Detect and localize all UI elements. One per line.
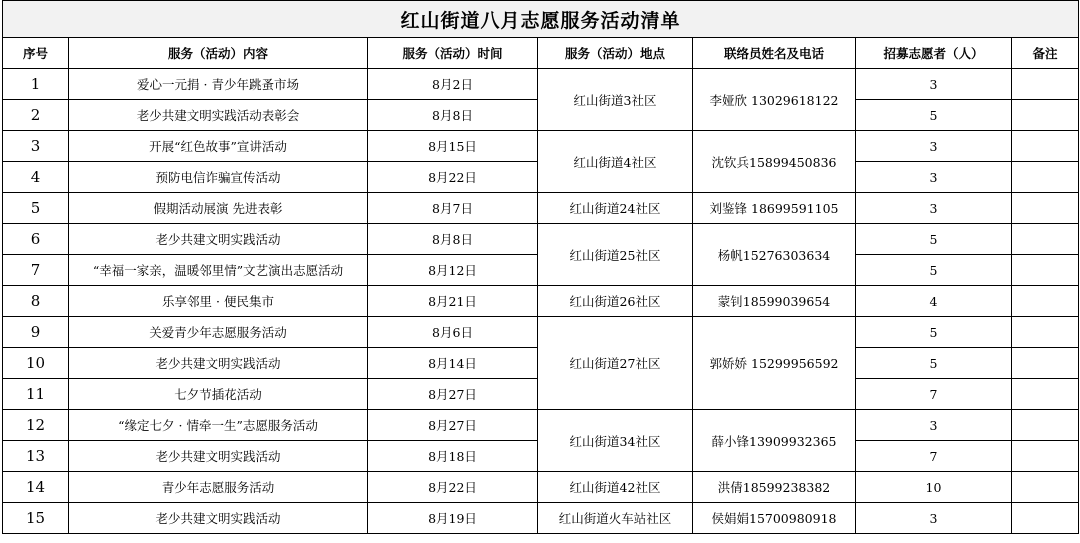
row-number: 1 bbox=[3, 69, 69, 100]
row-number: 7 bbox=[3, 255, 69, 286]
table-row bbox=[3, 193, 1079, 224]
remarks-cell bbox=[1012, 69, 1079, 100]
volunteer-count: 3 bbox=[856, 162, 1012, 193]
activity-content: 老少共建文明实践活动 bbox=[69, 224, 368, 255]
table-row bbox=[3, 131, 1079, 162]
activity-date: 8月19日 bbox=[368, 503, 538, 534]
volunteer-count: 3 bbox=[856, 503, 1012, 534]
header-number: 序号 bbox=[3, 38, 69, 69]
remarks-cell bbox=[1012, 379, 1079, 410]
activity-date: 8月21日 bbox=[368, 286, 538, 317]
table-row bbox=[3, 503, 1079, 534]
activity-location: 红山街道火车站社区 bbox=[538, 503, 693, 534]
remarks-cell bbox=[1012, 193, 1079, 224]
header-location: 服务（活动）地点 bbox=[538, 38, 693, 69]
remarks-cell bbox=[1012, 255, 1079, 286]
table-row bbox=[3, 69, 1079, 100]
contact-info: 李娅欣 13029618122 bbox=[693, 69, 856, 131]
volunteer-count: 7 bbox=[856, 441, 1012, 472]
table-row bbox=[3, 224, 1079, 255]
row-number: 15 bbox=[3, 503, 69, 534]
table-row bbox=[3, 286, 1079, 317]
volunteer-count: 3 bbox=[856, 69, 1012, 100]
volunteer-count: 3 bbox=[856, 131, 1012, 162]
header-remarks: 备注 bbox=[1012, 38, 1079, 69]
activity-content: 开展“红色故事”宣讲活动 bbox=[69, 131, 368, 162]
activity-content: 七夕节插花活动 bbox=[69, 379, 368, 410]
contact-info: 洪倩18599238382 bbox=[693, 472, 856, 503]
activity-location: 红山街道24社区 bbox=[538, 193, 693, 224]
activity-location: 红山街道42社区 bbox=[538, 472, 693, 503]
header-volunteers: 招募志愿者（人） bbox=[856, 38, 1012, 69]
volunteer-count: 5 bbox=[856, 224, 1012, 255]
remarks-cell bbox=[1012, 441, 1079, 472]
volunteer-count: 3 bbox=[856, 193, 1012, 224]
activity-content: 老少共建文明实践活动表彰会 bbox=[69, 100, 368, 131]
row-number: 5 bbox=[3, 193, 69, 224]
remarks-cell bbox=[1012, 131, 1079, 162]
activity-content: 老少共建文明实践活动 bbox=[69, 503, 368, 534]
activity-content: 关爱青少年志愿服务活动 bbox=[69, 317, 368, 348]
activity-date: 8月27日 bbox=[368, 410, 538, 441]
activity-date: 8月15日 bbox=[368, 131, 538, 162]
activity-content: “幸福一家亲，温暖邻里情”文艺演出志愿活动 bbox=[69, 255, 368, 286]
activity-date: 8月7日 bbox=[368, 193, 538, 224]
remarks-cell bbox=[1012, 410, 1079, 441]
row-number: 14 bbox=[3, 472, 69, 503]
contact-info: 侯娟娟15700980918 bbox=[693, 503, 856, 534]
header-contact: 联络员姓名及电话 bbox=[693, 38, 856, 69]
row-number: 13 bbox=[3, 441, 69, 472]
activity-location: 红山街道25社区 bbox=[538, 224, 693, 286]
remarks-cell bbox=[1012, 348, 1079, 379]
activity-date: 8月12日 bbox=[368, 255, 538, 286]
activity-date: 8月2日 bbox=[368, 69, 538, 100]
activity-content: 乐享邻里 · 便民集市 bbox=[69, 286, 368, 317]
header-time: 服务（活动）时间 bbox=[368, 38, 538, 69]
volunteer-count: 7 bbox=[856, 379, 1012, 410]
row-number: 11 bbox=[3, 379, 69, 410]
remarks-cell bbox=[1012, 472, 1079, 503]
remarks-cell bbox=[1012, 162, 1079, 193]
remarks-cell bbox=[1012, 100, 1079, 131]
activity-table bbox=[2, 0, 1079, 534]
activity-location: 红山街道27社区 bbox=[538, 317, 693, 410]
volunteer-count: 10 bbox=[856, 472, 1012, 503]
volunteer-count: 5 bbox=[856, 100, 1012, 131]
table-row bbox=[3, 472, 1079, 503]
row-number: 8 bbox=[3, 286, 69, 317]
remarks-cell bbox=[1012, 317, 1079, 348]
activity-location: 红山街道26社区 bbox=[538, 286, 693, 317]
activity-content: 爱心一元捐 · 青少年跳蚤市场 bbox=[69, 69, 368, 100]
volunteer-count: 3 bbox=[856, 410, 1012, 441]
activity-content: 老少共建文明实践活动 bbox=[69, 348, 368, 379]
activity-content: 预防电信诈骗宣传活动 bbox=[69, 162, 368, 193]
volunteer-count: 5 bbox=[856, 348, 1012, 379]
activity-location: 红山街道3社区 bbox=[538, 69, 693, 131]
contact-info: 刘鉴锋 18699591105 bbox=[693, 193, 856, 224]
row-number: 6 bbox=[3, 224, 69, 255]
volunteer-count: 4 bbox=[856, 286, 1012, 317]
activity-date: 8月27日 bbox=[368, 379, 538, 410]
activity-content: 老少共建文明实践活动 bbox=[69, 441, 368, 472]
row-number: 9 bbox=[3, 317, 69, 348]
activity-date: 8月22日 bbox=[368, 162, 538, 193]
volunteer-count: 5 bbox=[856, 317, 1012, 348]
activity-location: 红山街道4社区 bbox=[538, 131, 693, 193]
table-row bbox=[3, 410, 1079, 441]
row-number: 3 bbox=[3, 131, 69, 162]
activity-date: 8月6日 bbox=[368, 317, 538, 348]
contact-info: 沈钦兵15899450836 bbox=[693, 131, 856, 193]
page-title: 红山街道八月志愿服务活动清单 bbox=[3, 1, 1079, 38]
activity-location: 红山街道34社区 bbox=[538, 410, 693, 472]
table-row bbox=[3, 317, 1079, 348]
activity-date: 8月8日 bbox=[368, 224, 538, 255]
remarks-cell bbox=[1012, 503, 1079, 534]
activity-date: 8月18日 bbox=[368, 441, 538, 472]
activity-content: “缘定七夕 · 情牵一生”志愿服务活动 bbox=[69, 410, 368, 441]
contact-info: 杨帆15276303634 bbox=[693, 224, 856, 286]
volunteer-count: 5 bbox=[856, 255, 1012, 286]
activity-content: 假期活动展演 先进表彰 bbox=[69, 193, 368, 224]
activity-content: 青少年志愿服务活动 bbox=[69, 472, 368, 503]
row-number: 10 bbox=[3, 348, 69, 379]
row-number: 12 bbox=[3, 410, 69, 441]
activity-date: 8月22日 bbox=[368, 472, 538, 503]
remarks-cell bbox=[1012, 286, 1079, 317]
header-content: 服务（活动）内容 bbox=[69, 38, 368, 69]
activity-date: 8月14日 bbox=[368, 348, 538, 379]
row-number: 4 bbox=[3, 162, 69, 193]
contact-info: 蒙钊18599039654 bbox=[693, 286, 856, 317]
contact-info: 郭娇娇 15299956592 bbox=[693, 317, 856, 410]
remarks-cell bbox=[1012, 224, 1079, 255]
activity-date: 8月8日 bbox=[368, 100, 538, 131]
contact-info: 薛小锋13909932365 bbox=[693, 410, 856, 472]
row-number: 2 bbox=[3, 100, 69, 131]
